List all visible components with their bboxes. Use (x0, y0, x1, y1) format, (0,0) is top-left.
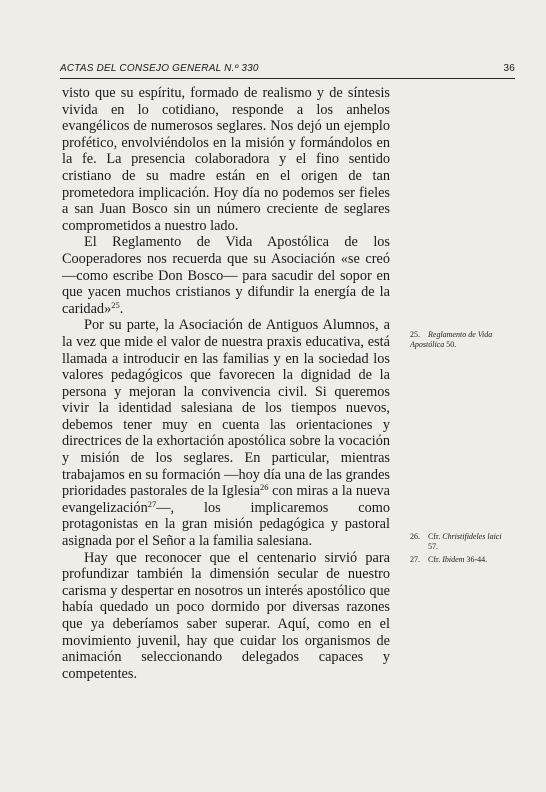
note-number: 27. (410, 555, 420, 564)
note-reference: 50. (446, 340, 457, 349)
note-number: 25. (410, 330, 420, 339)
note-title: Christifideles laici (442, 532, 502, 541)
note-prefix: Cfr. (428, 555, 441, 564)
paragraph-2-end: . (119, 300, 124, 317)
note-title: Ibídem (442, 555, 465, 564)
paragraph-3-text-b: con miras a la nueva evangelización (62, 483, 391, 516)
paragraph-1: visto que su espíritu, formado de realismo y de síntesis vivida en lo cotidiano, responde a los anhelos evangélicos de numerosos seglares. Nos dejó un ejemplo profético, envolviéndolos en la misión y formándolos en la fe. La presencia colaboradora y el fino sentido cristiano de su madre están en el origen de tan prometedora implicación. Hoy día no podemos ser fieles a san Juan Bosco sin un número creciente de seglares comprometidos a nuestro lado. (62, 85, 390, 234)
paragraph-2-text: El Reglamento de Vida Apostólica de los Cooperadores nos recuerda que su Asociación «se creó —como escribe Don Bosco— para sacudir del sopor en que yacen muchos cristianos y difundir la energía de la caridad» (62, 234, 390, 317)
paragraph-2 (62, 234, 390, 317)
side-note-27 (410, 555, 520, 565)
footnote-ref-27: 27 (147, 498, 157, 509)
header-rule (60, 78, 515, 79)
footnote-ref-25: 25 (111, 299, 120, 310)
side-note-25 (410, 330, 520, 350)
running-title: ACTAS DEL CONSEJO GENERAL N.º 330 (60, 63, 259, 74)
paragraph-3-text-a: Por su parte, la Asociación de Antiguos Alumnos, a la vez que mide el valor de nuestra praxis educativa, está llamada a introducir en las familias y en la sociedad los valores pedagógicos que favorecen la dignidad de la persona y mejoran la convivencia civil. Si queremos vivir la identidad salesiana de los tiempos nuevos, debemos tener muy en cuenta las orientaciones y directrices de la exhortación apostólica sobre la vocación y misión de los seglares. En particular, mientras trabajamos en su formación —hoy día una de las grandes prioridades pastorales de la Iglesia (62, 317, 390, 500)
paragraph-3 (62, 317, 390, 549)
paragraph-3-text-c: —, los implicaremos como protagonistas en la gran misión pedagógica y pastoral asignada por el Señor a la familia salesiana. (62, 499, 390, 550)
running-header (60, 63, 515, 79)
page-number: 36 (503, 63, 515, 74)
note-reference: 57. (428, 542, 438, 551)
paragraph-4: Hay que reconocer que el centenario sirvió para profundizar también la dimensión secular de nuestro carisma y despertar en nosotros un interés apostólico que había quedado un poco dormido por diversas razones que ya deberíamos saber superar. Aquí, como en el movimiento juvenil, hay que cuidar los organismos de animación seleccionando delegados capaces y competentes. (62, 549, 390, 682)
note-prefix: Cfr. (428, 532, 441, 541)
note-title: Reglamento de Vida Apostólica (410, 330, 493, 349)
side-note-26 (410, 532, 520, 552)
note-reference: 36-44. (466, 555, 488, 564)
footnote-ref-26: 26 (260, 482, 269, 493)
note-number: 26. (410, 532, 420, 541)
main-text-column (62, 85, 390, 682)
